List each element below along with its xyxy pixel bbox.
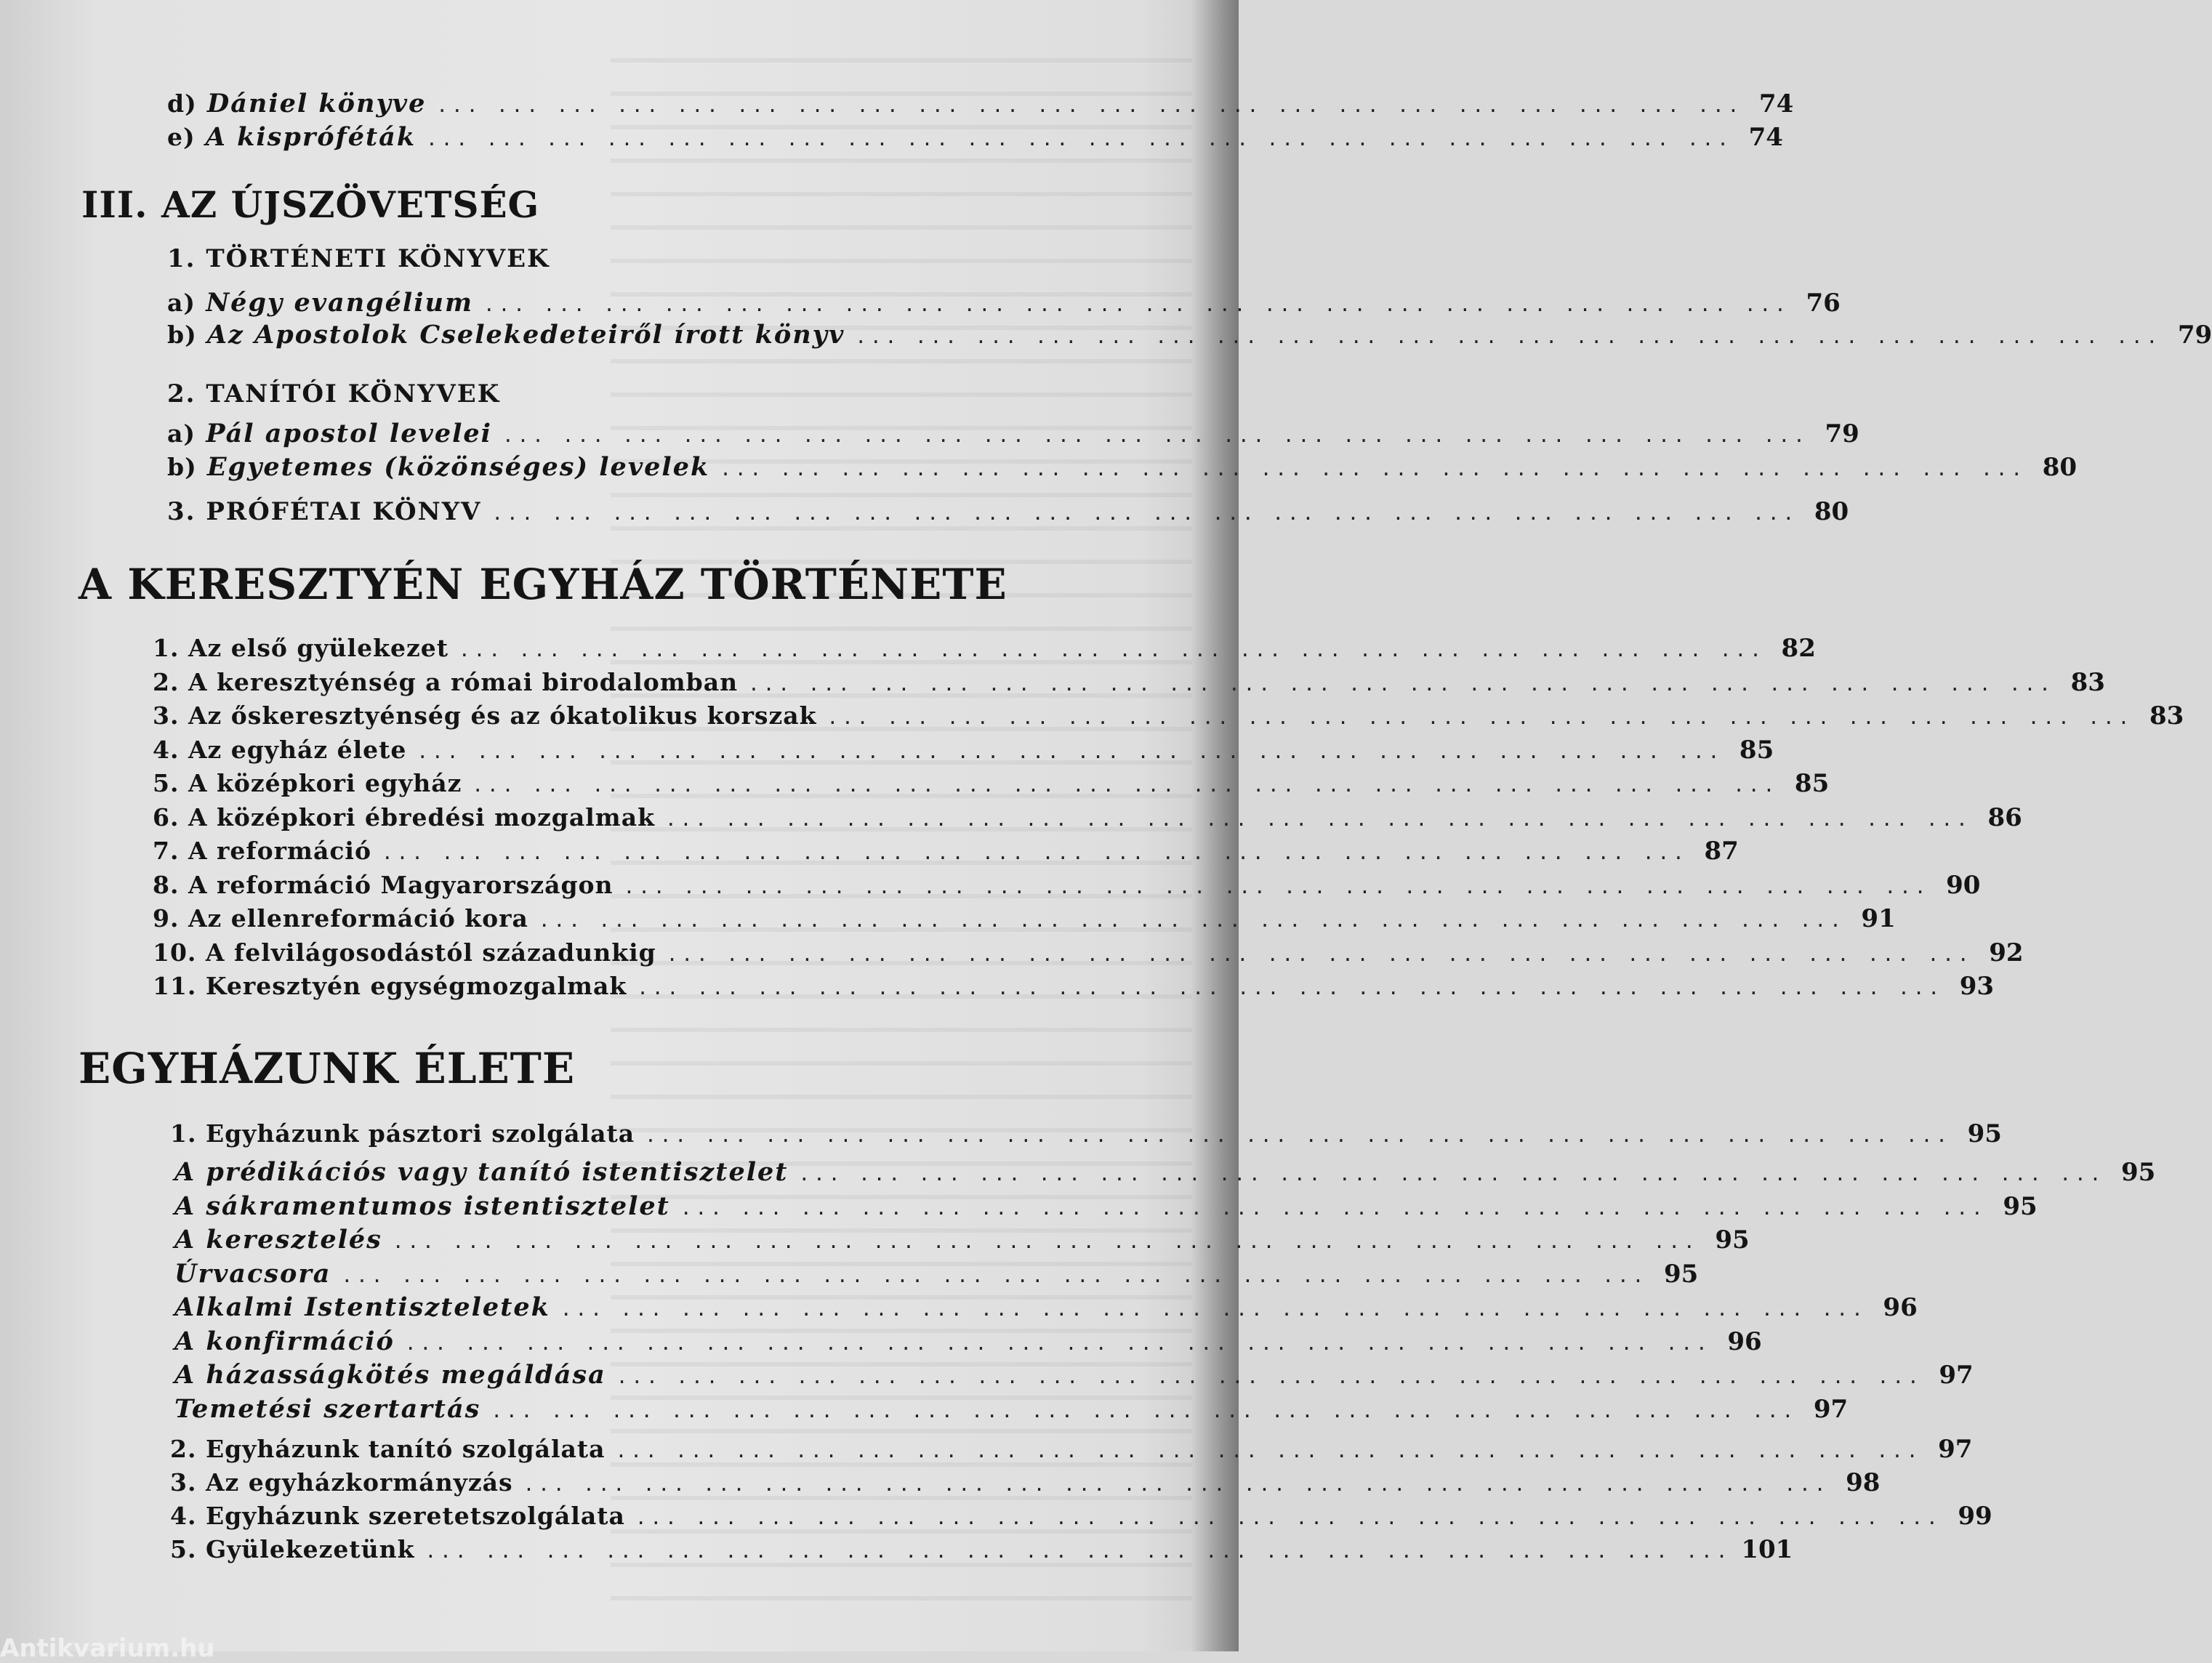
entry-title: A kispróféták (205, 122, 417, 152)
toc-entry[interactable] (170, 1502, 1992, 1531)
entry-title: Az őskeresztyénség és az ókatolikus korszak (188, 701, 817, 730)
page-number: 83 (2070, 667, 2105, 697)
toc-entry[interactable] (153, 938, 2024, 967)
entry-number: 10. (153, 938, 197, 967)
toc-entry[interactable] (174, 1191, 2038, 1221)
page-number: 79 (1825, 419, 1859, 448)
entry-title: A középkori ébredési mozgalmak (188, 802, 655, 832)
page-number: 95 (2003, 1191, 2038, 1221)
entry-title: 5. Gyülekezetünk (170, 1535, 415, 1563)
toc-entry[interactable] (174, 1292, 1918, 1322)
page-number: 98 (1846, 1468, 1881, 1497)
toc-entry[interactable] (153, 870, 1981, 900)
toc-entry[interactable] (153, 904, 1896, 933)
toc-entry[interactable] (174, 1393, 1849, 1424)
toc-entry[interactable] (167, 497, 1849, 526)
page-number: 95 (2120, 1158, 2156, 1187)
toc-entry[interactable] (153, 634, 1816, 663)
section-heading: III. AZ ÚJSZÖVETSÉG (81, 183, 540, 226)
page-number: 96 (1727, 1326, 1762, 1356)
leader-dots: ... ... ... ... ... ... ... ... ... ... ... ... ... ... ... ... ... ... ... ... ... ... (827, 707, 2133, 729)
page-number: 93 (1959, 972, 1995, 1001)
leader-dots: ... ... ... ... ... ... ... ... ... ... ... ... ... ... ... ... ... ... ... ... ... ... (645, 1125, 1951, 1147)
page-number: 95 (1715, 1225, 1750, 1255)
entry-number: 5. (153, 769, 180, 797)
toc-entry[interactable]: e) A kispróféták ... ... ... ... ... ... ... ... ... ... ... ... ... ... ... ... ... ... ... ... ... ... 74 (167, 122, 1783, 152)
page-number: 95 (1663, 1259, 1699, 1289)
entry-title: Az Apostolok Cselekedeteiről írott könyv (206, 320, 845, 350)
leader-dots: ... ... ... ... ... ... ... ... ... ... ... ... ... ... ... ... ... ... ... ... ... ... (748, 673, 2054, 696)
page-number: 101 (1741, 1535, 1793, 1564)
watermark: Antikvarium.hu (0, 1634, 215, 1663)
page-number: 74 (1748, 123, 1783, 152)
entry-title: 1. Egyházunk pásztori szolgálata (170, 1119, 635, 1148)
toc-entry[interactable] (174, 1225, 1750, 1255)
toc-entry[interactable]: a) Négy evangélium ... ... ... ... ... ... ... ... ... ... ... ... ... ... ... ... ... ... ... ... ... ... 76 (167, 288, 1841, 318)
page-number: 80 (1814, 497, 1849, 526)
toc-entry[interactable] (153, 972, 1995, 1001)
leader-dots: ... ... ... ... ... ... ... ... ... ... ... ... ... ... ... ... ... ... ... ... ... ... (615, 1441, 1922, 1462)
page-number: 86 (1987, 802, 2022, 832)
entry-number: 1. (153, 634, 180, 662)
toc-entry[interactable] (174, 1326, 1762, 1356)
entry-title: A házasságkötés megáldása (174, 1360, 606, 1390)
toc-entry[interactable] (170, 1119, 2002, 1148)
leader-dots: ... ... ... ... ... ... ... ... ... ... ... ... ... ... ... ... ... ... ... ... ... ... (502, 425, 1809, 447)
leader-dots: ... ... ... ... ... ... ... ... ... ... ... ... ... ... ... ... ... ... ... ... ... ... (855, 326, 2162, 348)
toc-entry[interactable] (153, 701, 2184, 730)
leader-dots: ... ... ... ... ... ... ... ... ... ... ... ... ... ... ... ... ... ... ... ... ... ... (798, 1164, 2105, 1185)
page-number: 99 (1958, 1502, 1992, 1531)
leader-dots: ... ... ... ... ... ... ... ... ... ... ... ... ... ... ... ... ... ... ... ... ... ... (404, 1332, 1711, 1355)
entry-title: A reformáció Magyarországon (188, 870, 614, 899)
leader-dots: ... ... ... ... ... ... ... ... ... ... ... ... ... ... ... ... ... ... ... ... ... ... (425, 1541, 1732, 1563)
entry-title: A sákramentumos istentisztelet (174, 1191, 670, 1221)
toc-entry[interactable] (174, 1360, 1974, 1390)
leader-dots: ... ... ... ... ... ... ... ... ... ... ... ... ... ... ... ... ... ... ... ... ... ... (426, 129, 1732, 150)
leader-dots: ... ... ... ... ... ... ... ... ... ... ... ... ... ... ... ... ... ... ... ... ... ... (392, 1231, 1699, 1253)
entry-number: 9. (153, 904, 180, 933)
page-number: 91 (1861, 904, 1896, 933)
page-number: 79 (2177, 321, 2212, 350)
leader-dots: ... ... ... ... ... ... ... ... ... ... ... ... ... ... ... ... ... ... ... ... ... ... (341, 1265, 1648, 1287)
page-number: 87 (1704, 837, 1739, 866)
entry-title: Úrvacsora (174, 1258, 331, 1289)
toc-entry[interactable] (170, 1468, 1881, 1497)
entry-title: Az ellenreformáció kora (188, 904, 528, 933)
page-number: 90 (1946, 870, 1981, 900)
entry-title: Dániel könyve (206, 89, 427, 118)
page-number: 74 (1758, 89, 1794, 118)
leader-dots: ... ... ... ... ... ... ... ... ... ... ... ... ... ... ... ... ... ... ... ... ... ... (483, 294, 1790, 316)
toc-entry[interactable] (153, 837, 1739, 866)
entry-title: Pál apostol levelei (206, 419, 492, 448)
entry-title: Az egyház élete (188, 735, 407, 764)
page-number: 95 (1967, 1119, 2002, 1148)
leader-dots: ... ... ... ... ... ... ... ... ... ... ... ... ... ... ... ... ... ... ... ... ... ... (472, 775, 1779, 797)
toc-entry[interactable] (174, 1258, 1699, 1289)
page-number: 85 (1739, 735, 1774, 765)
entry-title: A keresztyénség a római birodalomban (188, 667, 739, 696)
entry-number: 6. (153, 802, 180, 832)
toc-entry[interactable]: d) Dániel könyve ... ... ... ... ... ... ... ... ... ... ... ... ... ... ... ... ... ... ... ... ... ... 74 (167, 89, 1794, 118)
toc-entry[interactable] (153, 769, 1830, 798)
page-number: 97 (1938, 1435, 1973, 1464)
entry-title: Négy evangélium (206, 288, 473, 318)
toc-entry[interactable] (153, 735, 1774, 765)
subsection-heading: 1. TÖRTÉNETI KÖNYVEK (167, 244, 550, 273)
entry-number: 7. (153, 837, 180, 865)
entry-title: Egyetemes (közönséges) levelek (206, 452, 710, 482)
entry-title: A konfirmáció (174, 1326, 395, 1356)
leader-dots: ... ... ... ... ... ... ... ... ... ... ... ... ... ... ... ... ... ... ... ... ... ... (637, 978, 1944, 999)
toc-entry[interactable] (153, 802, 2022, 832)
leader-dots: ... ... ... ... ... ... ... ... ... ... ... ... ... ... ... ... ... ... ... ... ... ... (680, 1197, 1987, 1220)
page-number: 96 (1883, 1293, 1918, 1322)
entry-number: 3. (153, 701, 180, 730)
page-number: 92 (1989, 938, 2024, 967)
entry-title: 3. Az egyházkormányzás (170, 1468, 513, 1497)
entry-title: Az első gyülekezet (188, 634, 449, 662)
entry-number: 11. (153, 972, 197, 1000)
entry-title: Keresztyén egységmozgalmak (205, 972, 627, 1000)
toc-entry[interactable] (170, 1535, 1793, 1564)
page-number: 82 (1781, 634, 1816, 663)
leader-dots: ... ... ... ... ... ... ... ... ... ... ... ... ... ... ... ... ... ... ... ... ... ... (538, 910, 1845, 932)
page-number: 97 (1939, 1361, 1974, 1390)
entry-number: 4. (153, 735, 180, 764)
leader-dots: ... ... ... ... ... ... ... ... ... ... ... ... ... ... ... ... ... ... ... ... ... ... (666, 943, 1973, 966)
toc-entry[interactable] (174, 1157, 2156, 1187)
page-number: 83 (2149, 701, 2184, 730)
entry-title: A prédikációs vagy tanító istentisztelet (174, 1157, 789, 1187)
leader-dots: ... ... ... ... ... ... ... ... ... ... ... ... ... ... ... ... ... ... ... ... ... ... (616, 1366, 1923, 1388)
toc-entry[interactable] (170, 1435, 1973, 1464)
chapter-heading: A KERESZTYÉN EGYHÁZ TÖRTÉNETE (79, 560, 1008, 609)
toc-entry[interactable]: b) Az Apostolok Cselekedeteiről írott könyv ... ... ... ... ... ... ... ... ... ... ... ... ... ... ... ... ... ... ... ... ... ... 79 (167, 320, 2212, 350)
entry-number: 2. (153, 667, 180, 696)
leader-dots: ... ... ... ... ... ... ... ... ... ... ... ... ... ... ... ... ... ... ... ... ... ... (491, 503, 1798, 525)
entry-title: A reformáció (188, 837, 371, 865)
entry-title: A középkori egyház (188, 769, 462, 797)
entry-title: 2. Egyházunk tanító szolgálata (170, 1435, 606, 1463)
entry-title: 3. PRÓFÉTAI KÖNYV (167, 497, 482, 526)
entry-title: Alkalmi Istentiszteletek (174, 1292, 550, 1322)
toc-entry[interactable] (153, 667, 2105, 697)
leader-dots: ... ... ... ... ... ... ... ... ... ... ... ... ... ... ... ... ... ... ... ... ... ... (491, 1400, 1798, 1422)
entry-title: Temetési szertartás (174, 1393, 481, 1424)
entry-number: 8. (153, 870, 180, 899)
leader-dots: ... ... ... ... ... ... ... ... ... ... ... ... ... ... ... ... ... ... ... ... ... ... (523, 1474, 1830, 1496)
leader-dots: ... ... ... ... ... ... ... ... ... ... ... ... ... ... ... ... ... ... ... ... ... ... (664, 808, 1971, 831)
toc-entry[interactable]: a) Pál apostol levelei ... ... ... ... ... ... ... ... ... ... ... ... ... ... ... ... ... ... ... ... ... ... 79 (167, 419, 1859, 448)
leader-dots: ... ... ... ... ... ... ... ... ... ... ... ... ... ... ... ... ... ... ... ... ... ... (381, 842, 1688, 864)
leader-dots: ... ... ... ... ... ... ... ... ... ... ... ... ... ... ... ... ... ... ... ... ... ... (560, 1299, 1867, 1321)
leader-dots: ... ... ... ... ... ... ... ... ... ... ... ... ... ... ... ... ... ... ... ... ... ... (417, 741, 1724, 763)
entry-title: 4. Egyházunk szeretetszolgálata (170, 1502, 625, 1530)
entry-title: A felvilágosodástól századunkig (205, 938, 656, 967)
page-number: 97 (1813, 1394, 1849, 1424)
subsection-heading: 2. TANÍTÓI KÖNYVEK (167, 379, 501, 408)
leader-dots: ... ... ... ... ... ... ... ... ... ... ... ... ... ... ... ... ... ... ... ... ... ... (635, 1507, 1942, 1529)
page-number: 85 (1794, 769, 1830, 798)
leader-dots: ... ... ... ... ... ... ... ... ... ... ... ... ... ... ... ... ... ... ... ... ... ... (436, 95, 1743, 117)
leader-dots: ... ... ... ... ... ... ... ... ... ... ... ... ... ... ... ... ... ... ... ... ... ... (623, 876, 1930, 898)
chapter-heading: EGYHÁZUNK ÉLETE (79, 1044, 576, 1093)
leader-dots: ... ... ... ... ... ... ... ... ... ... ... ... ... ... ... ... ... ... ... ... ... ... (459, 640, 1765, 661)
toc-entry[interactable]: b) Egyetemes (közönséges) levelek ... ... ... ... ... ... ... ... ... ... ... ... ... ... ... ... ... ... ... ... ... ... 80 (167, 452, 2078, 482)
page-number: 76 (1806, 289, 1841, 318)
leader-dots: ... ... ... ... ... ... ... ... ... ... ... ... ... ... ... ... ... ... ... ... ... ... (720, 459, 2027, 480)
entry-title: A keresztelés (174, 1225, 382, 1255)
page-number: 80 (2042, 453, 2078, 482)
